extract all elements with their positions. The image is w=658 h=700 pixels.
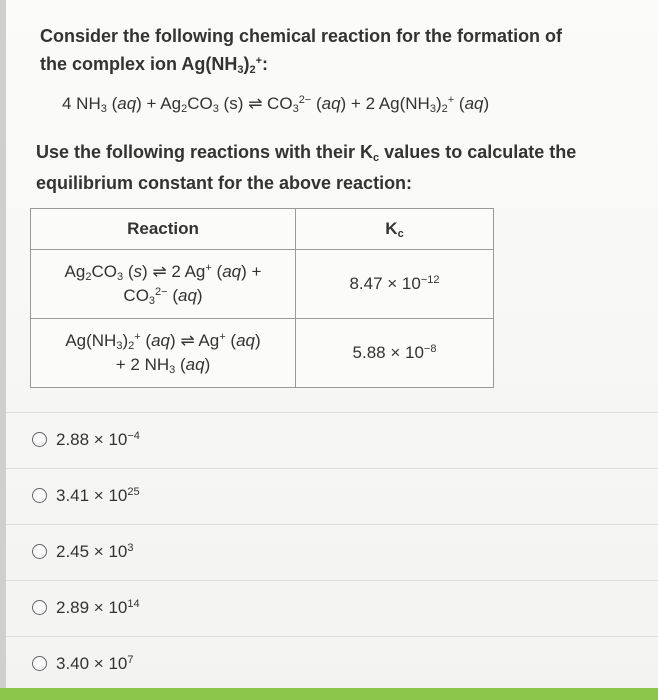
answer-value: 2.88 × 10 (56, 430, 128, 449)
rxn-text: ) (254, 331, 261, 350)
rxn-text: ) (196, 286, 203, 305)
answer-label[interactable] (56, 542, 134, 562)
kc-value-cell (296, 319, 494, 388)
subscript: 2 (181, 103, 188, 115)
phase-label: s (133, 262, 142, 281)
answer-exponent: 3 (127, 542, 134, 554)
eq-text: CO (187, 94, 213, 113)
header-k-text: K (385, 219, 398, 238)
reactions-table (30, 208, 494, 388)
instruction-text (36, 137, 646, 199)
reaction-line-1 (32, 329, 294, 353)
phase-label: aq (464, 94, 484, 113)
rxn-text: ) + (241, 262, 262, 281)
rxn-text: ( (167, 286, 178, 305)
rxn-text: ) ⇌ 2 Ag (141, 262, 206, 281)
kc-value: 8.47 × 10 (349, 274, 421, 293)
answer-option[interactable] (6, 468, 658, 521)
eq-text: ( (311, 94, 322, 113)
rxn-text: ( (175, 355, 186, 374)
table-row (31, 250, 494, 319)
reaction-cell (31, 250, 296, 319)
superscript: 2− (298, 94, 312, 106)
superscript: + (255, 55, 263, 67)
reaction-line-1 (32, 260, 294, 284)
answer-option[interactable] (6, 580, 658, 633)
table-row (31, 319, 494, 388)
answer-value: 3.41 × 10 (56, 486, 128, 505)
header-kc (296, 209, 494, 250)
answer-option[interactable] (6, 636, 658, 689)
table-header-row (31, 209, 494, 250)
superscript: + (134, 331, 141, 343)
rxn-text: ) (204, 355, 211, 374)
kc-value: 5.88 × 10 (352, 343, 424, 362)
reaction-line-2 (32, 284, 294, 308)
subscript: 3 (292, 103, 299, 115)
rxn-text: Ag(NH (65, 331, 117, 350)
answer-option[interactable] (6, 524, 658, 577)
subscript: 3 (116, 271, 124, 283)
eq-text: (s) ⇌ CO (218, 94, 293, 113)
instruction-line-1 (36, 137, 646, 168)
subscript: c (373, 152, 380, 164)
phase-label: aq (185, 355, 205, 374)
rxn-text: + 2 NH (115, 355, 170, 374)
header-reaction: Reaction (31, 209, 296, 250)
eq-text: ) + 2 Ag(NH (340, 94, 430, 113)
subscript: 3 (212, 103, 219, 115)
instruction-text-part: values to calculate the (379, 142, 577, 162)
subscript: 2 (441, 103, 448, 115)
superscript: + (447, 94, 455, 106)
rxn-text: ( (123, 262, 134, 281)
radio-button[interactable] (32, 432, 47, 447)
subscript: 3 (116, 340, 123, 352)
subscript: 2 (85, 271, 92, 283)
rxn-text: ) (122, 331, 129, 350)
rxn-text: ) ⇌ Ag (170, 331, 220, 350)
radio-button[interactable] (32, 544, 47, 559)
subscript: 3 (237, 64, 244, 76)
subscript: 2 (249, 64, 256, 76)
subscript: 3 (148, 295, 156, 307)
answer-label[interactable] (56, 430, 140, 450)
subscript: 3 (169, 364, 176, 376)
superscript: + (219, 331, 226, 343)
question-line-2-text: the complex ion Ag(NH (40, 54, 238, 74)
rxn-text: Ag (64, 262, 86, 281)
radio-button[interactable] (32, 600, 47, 615)
question-line-2-text: ) (243, 54, 250, 74)
subscript: c (397, 228, 404, 240)
kc-exponent: −12 (420, 274, 440, 286)
answer-exponent: 7 (127, 654, 134, 666)
eq-text: ( (454, 94, 465, 113)
answer-value: 2.89 × 10 (56, 598, 128, 617)
question-text (40, 22, 620, 78)
question-line-1: Consider the following chemical reaction for the formation of (40, 26, 563, 46)
rxn-text: CO (91, 262, 117, 281)
answer-label[interactable] (56, 486, 140, 506)
eq-text: 4 NH (62, 94, 101, 113)
eq-text: ) + Ag (136, 94, 182, 113)
answer-value: 2.45 × 10 (56, 542, 128, 561)
phase-label: aq (151, 331, 171, 350)
rxn-text: ( (211, 262, 223, 281)
answer-label[interactable] (56, 598, 140, 618)
phase-label: aq (321, 94, 341, 113)
answer-label[interactable] (56, 654, 134, 674)
reaction-line-2 (32, 353, 294, 377)
eq-text: ) (435, 94, 442, 113)
rxn-text: ( (225, 331, 237, 350)
phase-label: aq (177, 286, 197, 305)
rxn-text: ( (140, 331, 152, 350)
instruction-line-2: equilibrium constant for the above reaction: (36, 173, 413, 193)
phase-label: aq (222, 262, 242, 281)
answer-exponent: −4 (127, 430, 140, 442)
radio-button[interactable] (32, 488, 47, 503)
kc-exponent: −8 (423, 343, 437, 355)
phase-label: aq (117, 94, 137, 113)
instruction-text-part: Use the following reactions with their K (36, 142, 374, 162)
subscript: 3 (100, 103, 107, 115)
rxn-text: CO (123, 286, 149, 305)
reaction-equation (62, 94, 642, 114)
reaction-cell (31, 319, 296, 388)
eq-text: ( (106, 94, 118, 113)
question-line-2 (40, 50, 620, 78)
phase-label: aq (236, 331, 255, 350)
answer-exponent: 25 (127, 486, 140, 498)
subscript: 3 (429, 103, 436, 115)
eq-text: ) (483, 94, 490, 113)
answer-exponent: 14 (127, 598, 140, 610)
subscript: 2 (128, 340, 135, 352)
kc-value-cell (296, 250, 494, 319)
answer-option[interactable] (6, 412, 658, 465)
question-line-2-text: : (262, 54, 269, 74)
answer-value: 3.40 × 10 (56, 654, 128, 673)
superscript: 2− (155, 286, 168, 298)
bottom-accent-bar (0, 688, 658, 700)
superscript: + (205, 262, 212, 274)
radio-button[interactable] (32, 656, 47, 671)
